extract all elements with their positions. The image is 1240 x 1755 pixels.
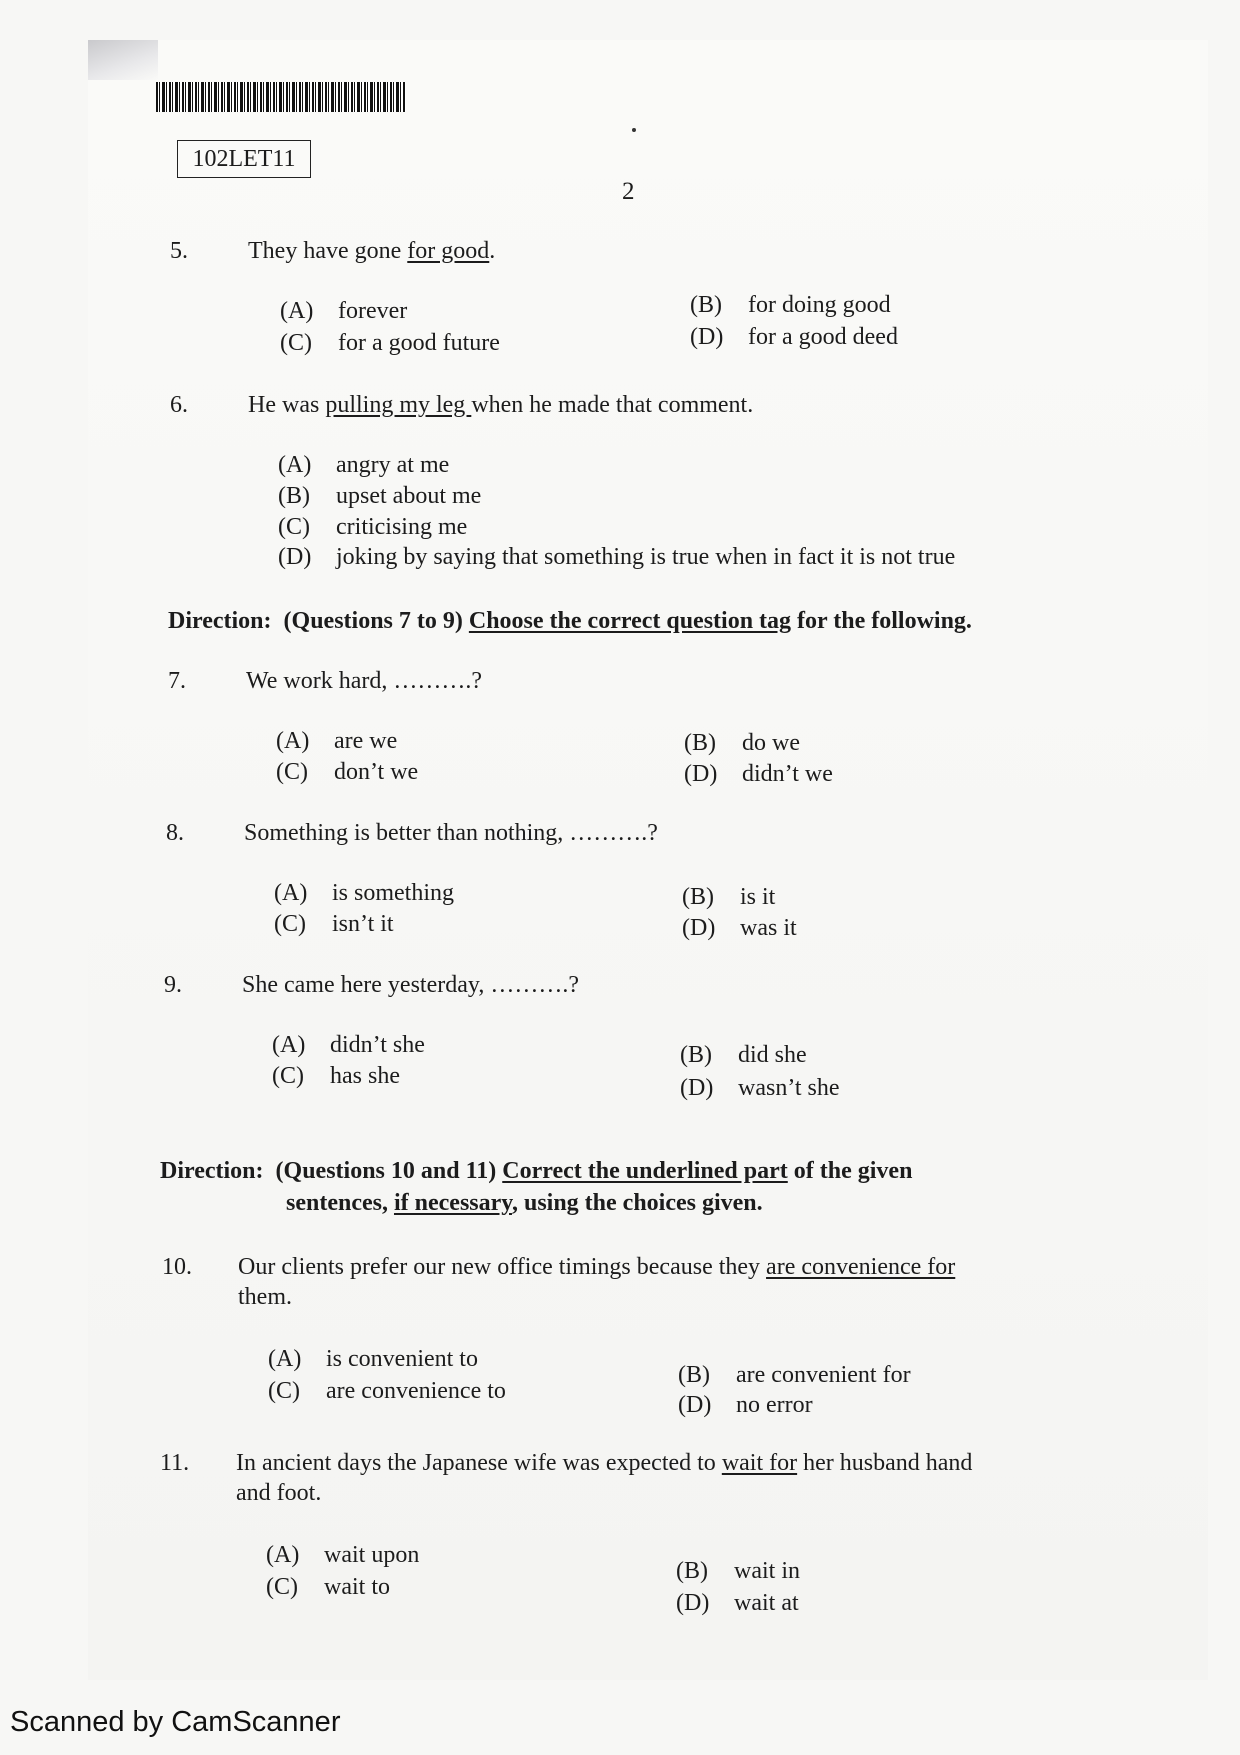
direction-questions-7-9: Direction: (Questions 7 to 9) Choose the correct question tag for the following. (168, 608, 972, 634)
option-d: (D) no error (678, 1392, 813, 1418)
underlined-phrase: wait for (721, 1450, 798, 1476)
option-d: (D) wasn’t she (680, 1075, 840, 1101)
underlined-phrase: for good (407, 238, 490, 264)
option-c: (C) don’t we (276, 759, 419, 785)
page-corner-fold (88, 40, 158, 80)
option-b: (B) did she (680, 1042, 807, 1068)
question-text: Something is better than nothing, ……….? (244, 820, 658, 846)
option-b: (B) upset about me (278, 483, 482, 509)
question-text: In ancient days the Japanese wife was expected to wait for her husband hand (236, 1450, 973, 1476)
option-a: (A) forever (280, 298, 408, 324)
option-a: (A) wait upon (266, 1542, 420, 1568)
question-text-line2: them. (238, 1284, 292, 1310)
scanner-watermark: Scanned by CamScanner (10, 1706, 341, 1738)
option-b: (B) are convenient for (678, 1362, 911, 1388)
barcode-image (156, 82, 406, 112)
option-d: (D) didn’t we (684, 761, 833, 787)
question-text: Our clients prefer our new office timings because they are convenience for (238, 1254, 956, 1280)
option-d: (D) for a good deed (690, 324, 898, 350)
question-number: 10. (162, 1254, 192, 1280)
scan-speck (632, 128, 636, 132)
option-c: (C) wait to (266, 1574, 390, 1600)
underlined-phrase: are convenience for (766, 1254, 956, 1280)
question-number: 9. (164, 972, 182, 998)
option-a: (A) is something (274, 880, 455, 906)
option-d: (D) was it (682, 915, 797, 941)
question-text: He was pulling my leg when he made that comment. (248, 392, 754, 418)
option-c: (C) are convenience to (268, 1378, 506, 1404)
option-a: (A) angry at me (278, 452, 450, 478)
option-c: (C) criticising me (278, 514, 468, 540)
option-a: (A) is convenient to (268, 1346, 478, 1372)
question-number: 8. (166, 820, 184, 846)
option-a: (A) are we (276, 728, 398, 754)
question-number: 5. (170, 238, 188, 264)
question-text: She came here yesterday, ……….? (242, 972, 579, 998)
underlined-phrase: pulling my leg (325, 392, 472, 418)
option-a: (A) didn’t she (272, 1032, 425, 1058)
paper-code-box: 102LET11 (177, 140, 311, 178)
page-number: 2 (622, 178, 635, 205)
option-c: (C) for a good future (280, 330, 500, 356)
question-text: We work hard, ……….? (246, 668, 483, 694)
option-b: (B) for doing good (690, 292, 891, 318)
option-c: (C) isn’t it (274, 911, 394, 937)
option-d: (D) joking by saying that something is true when in fact it is not true (278, 544, 956, 570)
question-number: 6. (170, 392, 188, 418)
option-d: (D) wait at (676, 1590, 799, 1616)
option-b: (B) do we (684, 730, 800, 756)
question-text-line2: and foot. (236, 1480, 322, 1506)
option-b: (B) wait in (676, 1558, 800, 1584)
direction-questions-10-11-line2: sentences, if necessary, using the choices given. (286, 1190, 763, 1216)
question-number: 7. (168, 668, 186, 694)
direction-questions-10-11: Direction: (Questions 10 and 11) Correct the underlined part of the given (160, 1158, 913, 1184)
question-text: They have gone for good. (248, 238, 496, 264)
question-number: 11. (160, 1450, 190, 1476)
scanned-page (88, 40, 1208, 1680)
option-c: (C) has she (272, 1063, 400, 1089)
option-b: (B) is it (682, 884, 776, 910)
